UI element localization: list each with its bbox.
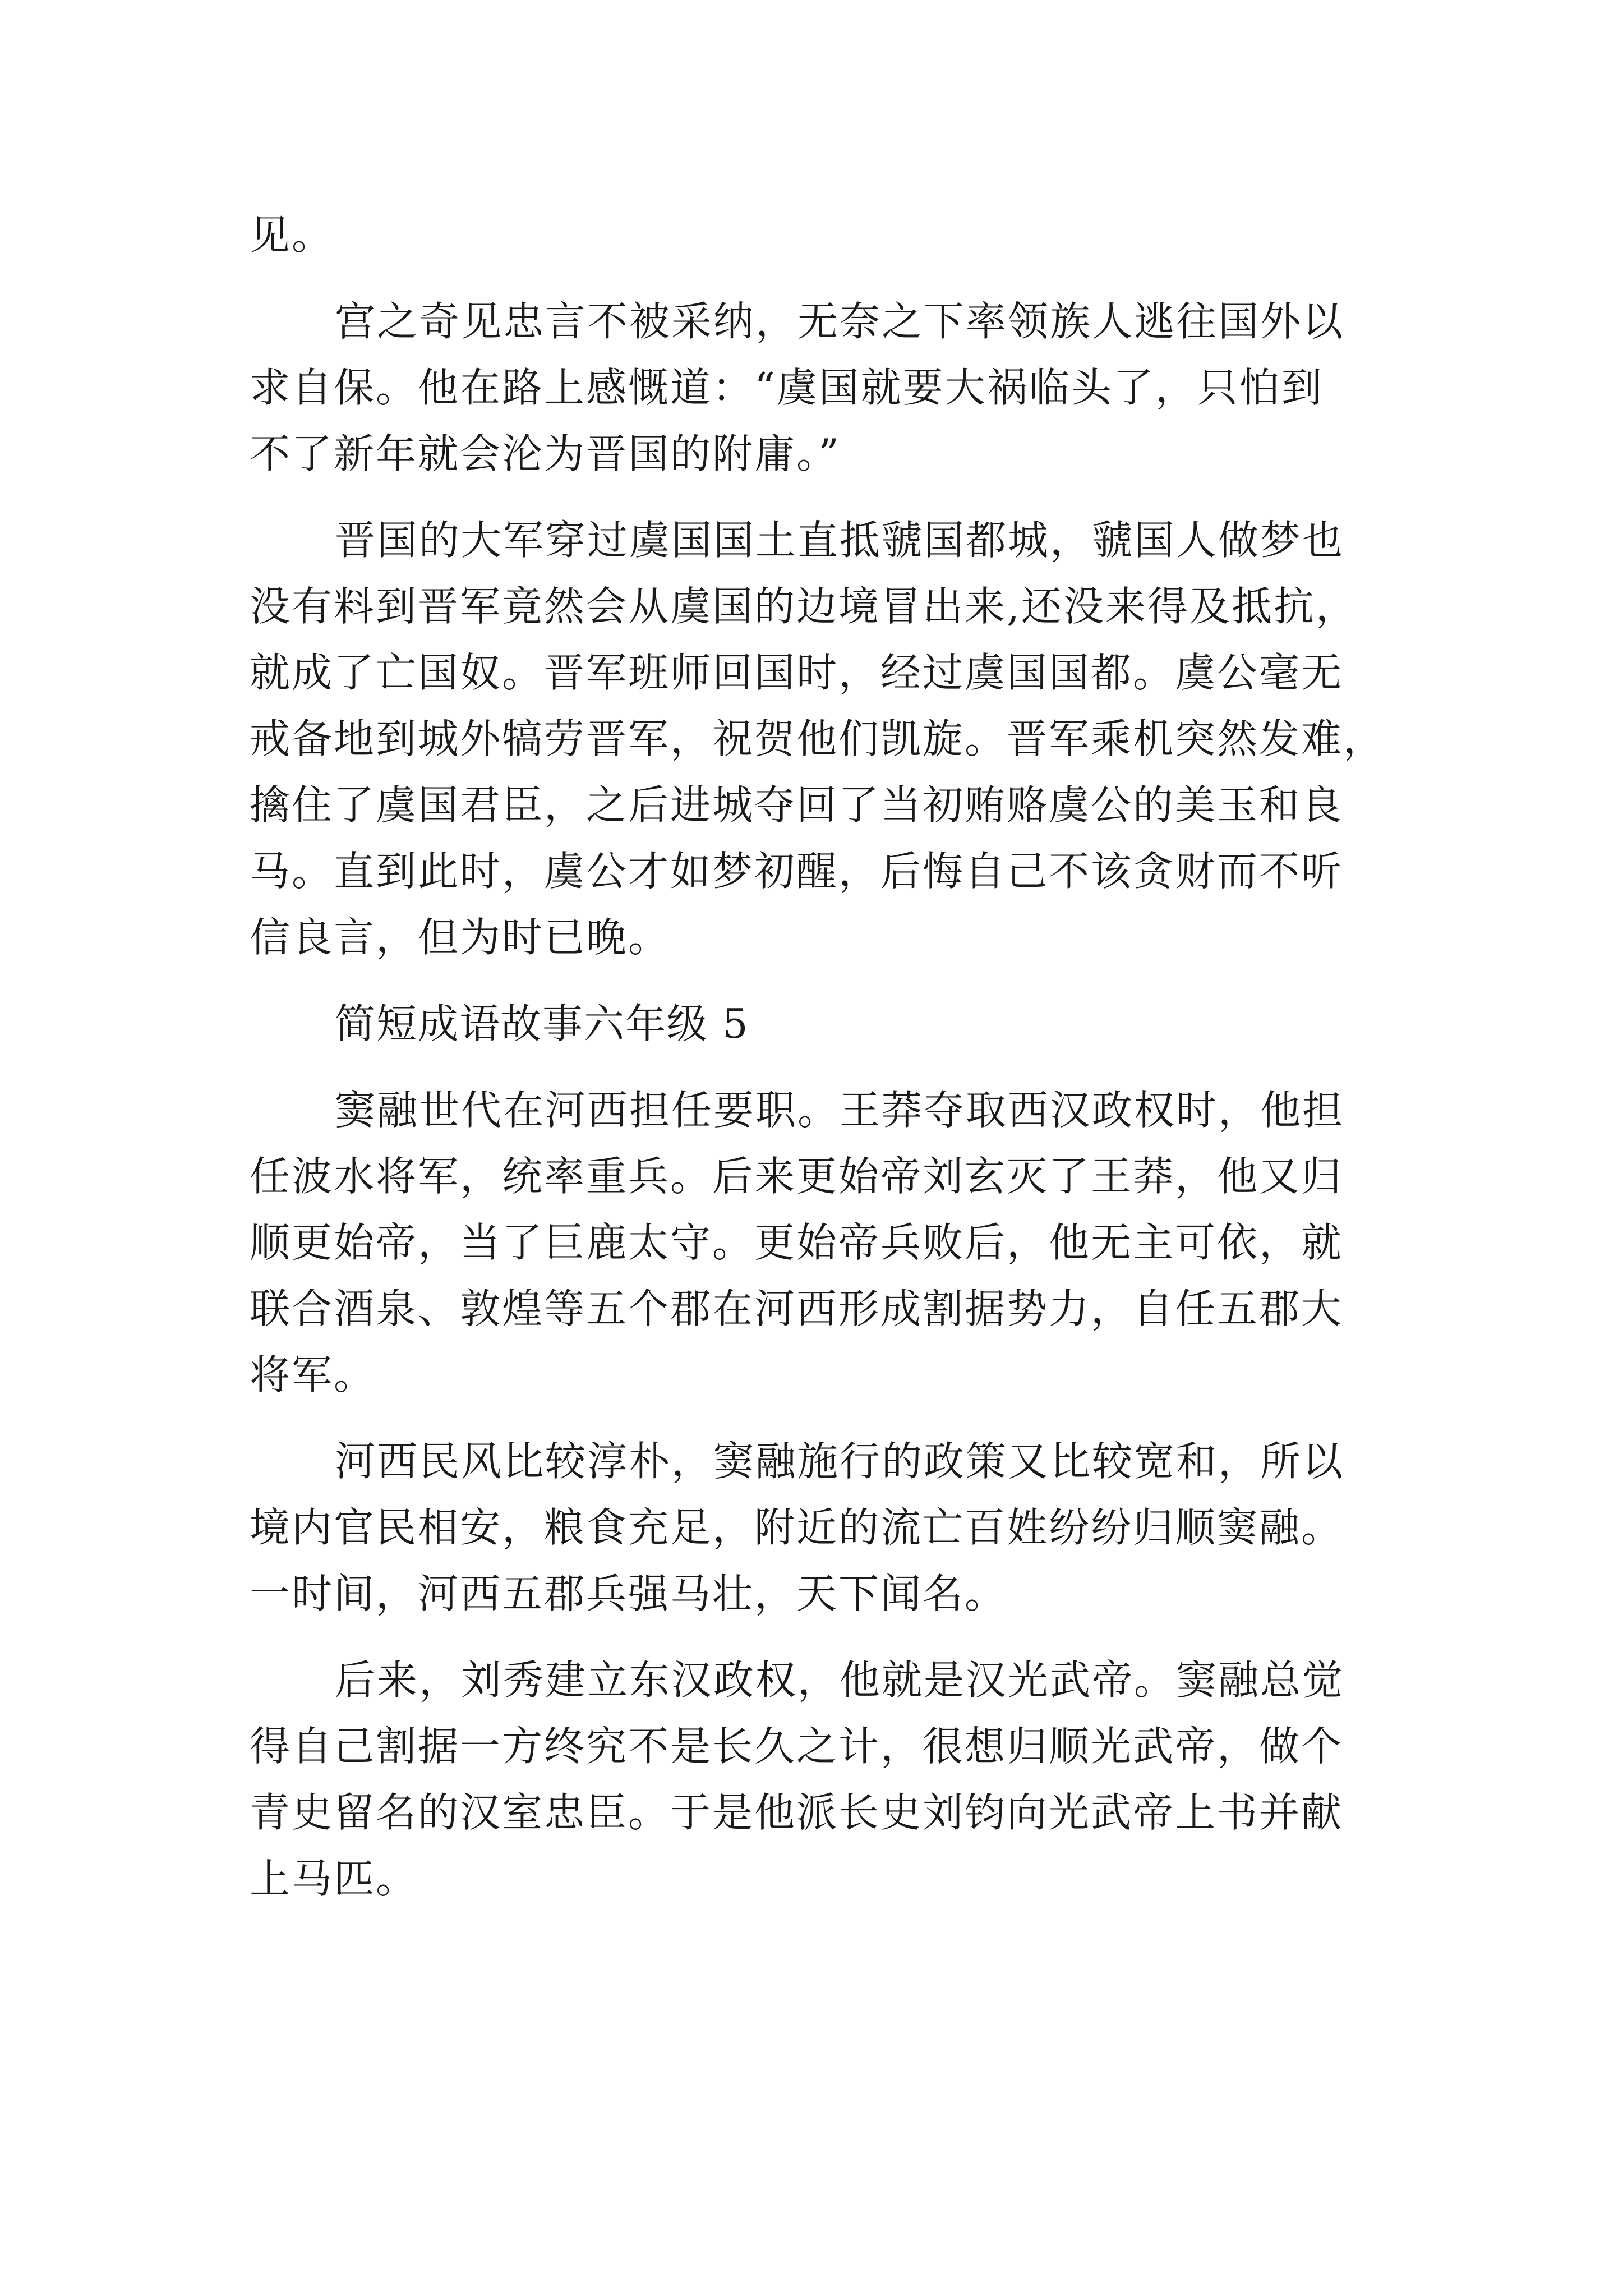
section-heading: 简短成语故事六年级 5 [335,1000,749,1047]
text-line: 宫之奇见忠言不被采纳，无奈之下率领族人逃往国外以 [335,298,1345,345]
text-line: 顺更始帝，当了巨鹿太守。更始帝兵败后，他无主可依，就 [250,1219,1344,1266]
document-page [250,202,1388,1912]
text-line: 晋国的大军穿过虞国国土直抵虢国都城，虢国人做梦也 [335,517,1345,564]
text-line: 就成了亡国奴。晋军班师回国时，经过虞国国都。虞公毫无 [250,649,1344,696]
text-line: 窦融世代在河西担任要职。王莽夺取西汉政权时，他担 [335,1087,1345,1134]
paragraph-3 [250,507,1388,970]
text-line: 戒备地到城外犒劳晋军，祝贺他们凯旋。晋军乘机突然发难， [250,715,1386,762]
paragraph-5 [250,1428,1388,1627]
text-line: 信良言，但为时已晚。 [250,914,671,961]
text-line: 后来，刘秀建立东汉政权，他就是汉光武帝。窦融总觉 [335,1657,1345,1704]
text-line: 任波水将军，统率重兵。后来更始帝刘玄灭了王莽，他又归 [250,1153,1344,1200]
text-line: 河西民风比较淳朴，窦融施行的政策又比较宽和，所以 [335,1438,1345,1485]
text-line: 将军。 [250,1351,376,1398]
text-line: 上马匹。 [250,1855,418,1902]
text-line: 不了新年就会沦为晋国的附庸。” [250,430,841,477]
paragraph-1 [250,202,1388,268]
paragraph-2 [250,288,1388,487]
text-line: 联合酒泉、敦煌等五个郡在河西形成割据势力，自任五郡大 [250,1285,1344,1332]
text-line: 没有料到晋军竟然会从虞国的边境冒出来,还没来得及抵抗， [250,583,1358,630]
text-line: 见。 [250,211,334,259]
text-line: 青史留名的汉室忠臣。于是他派长史刘钧向光武帝上书并献 [250,1789,1344,1836]
text-line: 求自保。他在路上感慨道：“虞国就要大祸临头了，只怕到 [250,364,1324,411]
paragraph-6 [250,1647,1388,1912]
text-line: 擒住了虞国君臣，之后进城夺回了当初贿赂虞公的美玉和良 [250,781,1344,829]
text-line: 境内官民相安，粮食充足，附近的流亡百姓纷纷归顺窦融。 [250,1504,1344,1551]
paragraph-4 [250,1077,1388,1408]
text-line: 一时间，河西五郡兵强马壮，天下闻名。 [250,1570,1007,1617]
text-line: 马。直到此时，虞公才如梦初醒，后悔自己不该贪财而不听 [250,848,1344,895]
text-line: 得自己割据一方终究不是长久之计，很想归顺光武帝，做个 [250,1723,1344,1770]
